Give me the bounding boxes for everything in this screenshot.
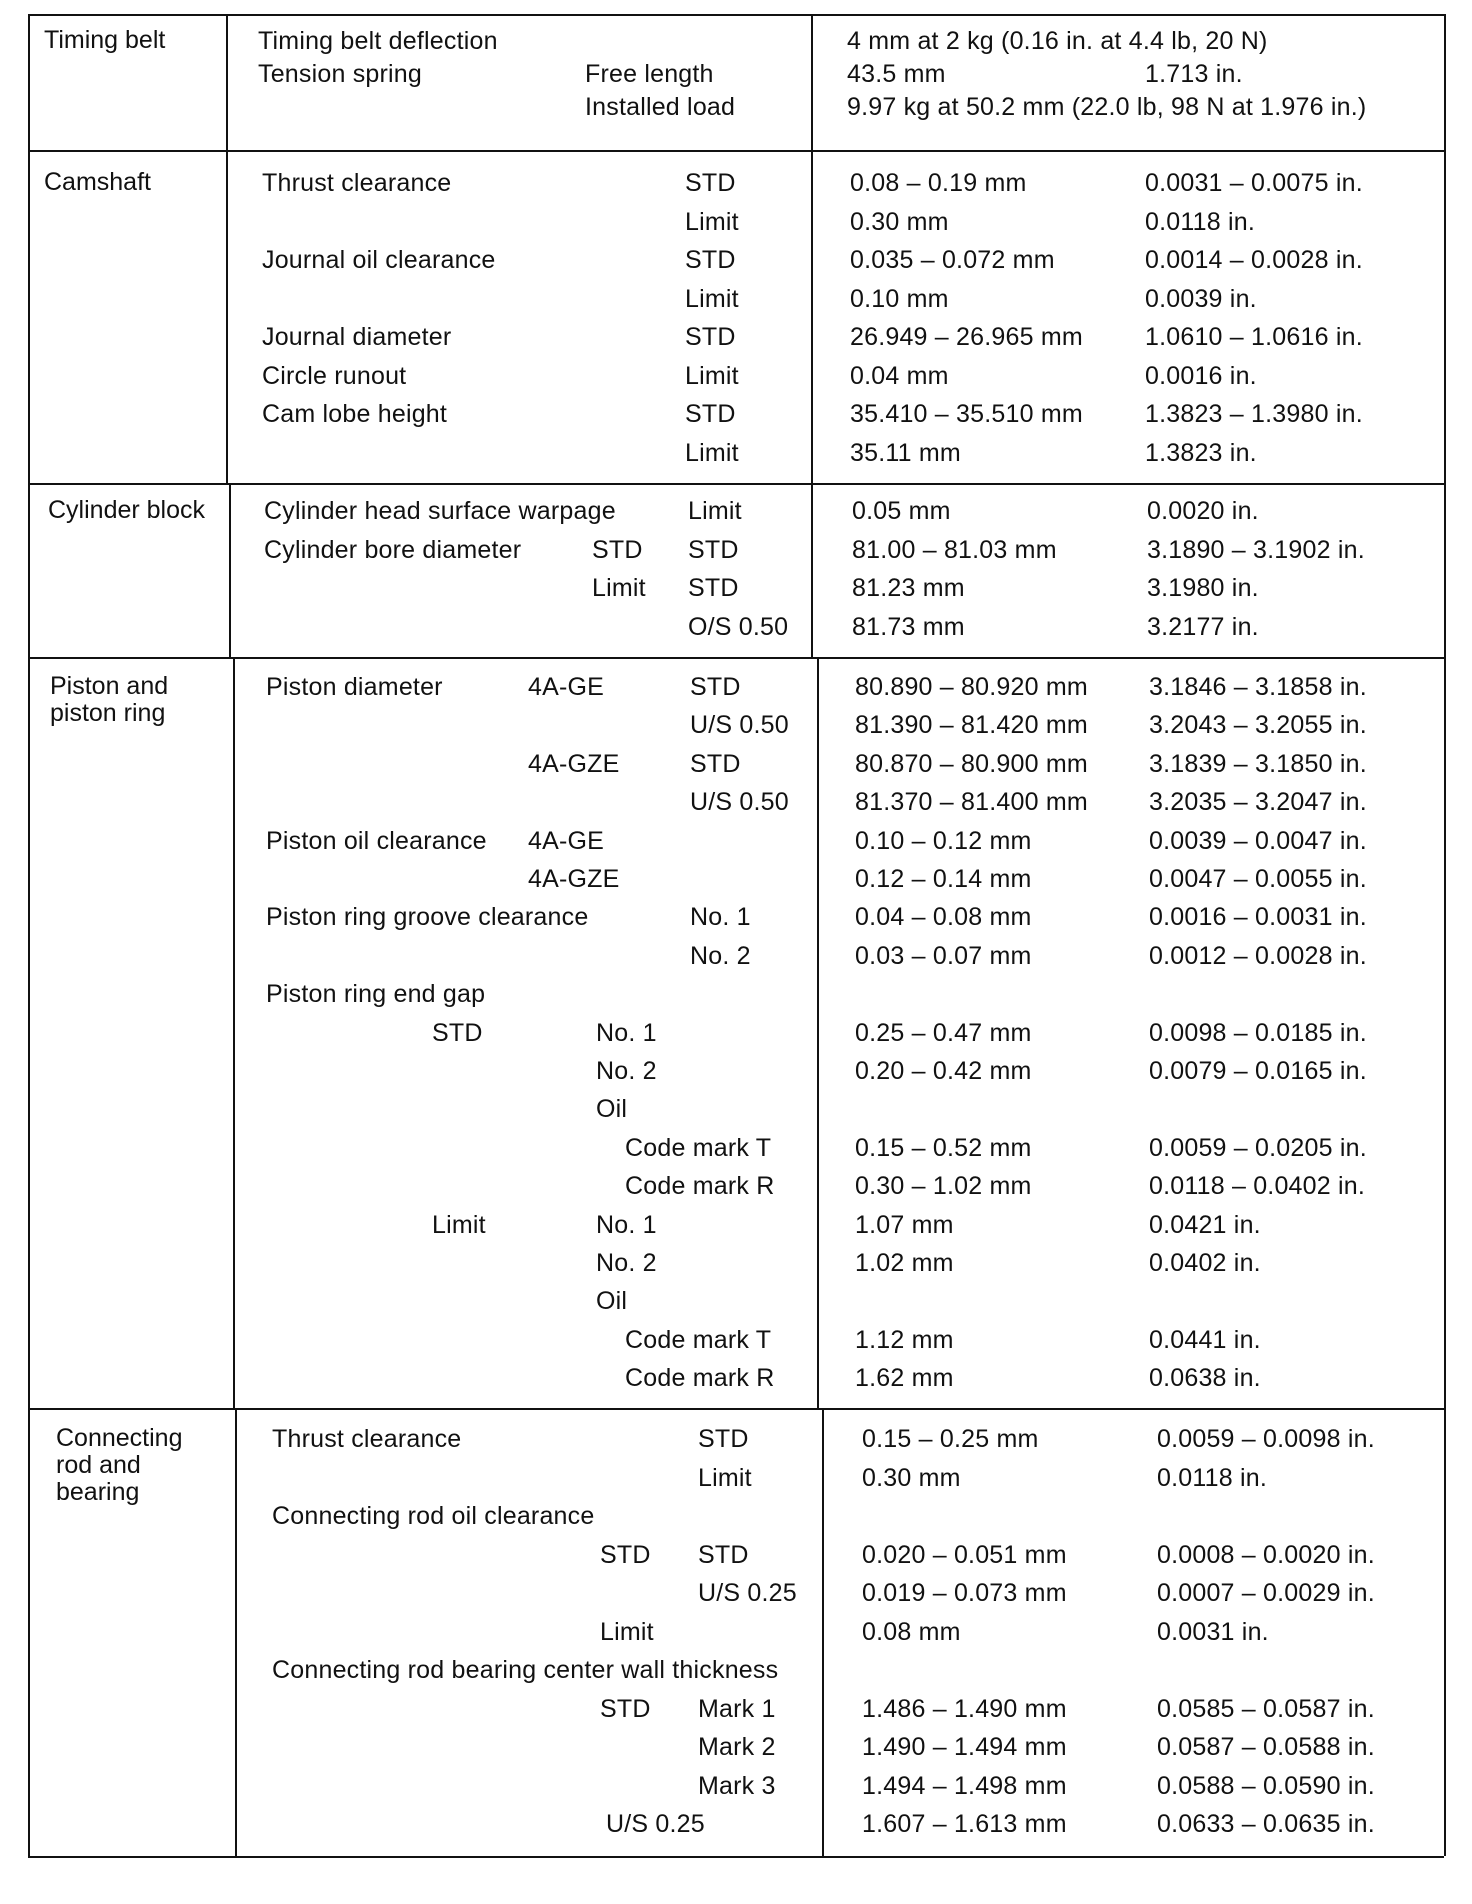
ring-label: Oil xyxy=(596,1095,628,1124)
value-metric: 0.20 – 0.42 mm xyxy=(855,1057,1032,1085)
value-metric: 0.04 – 0.08 mm xyxy=(855,903,1032,932)
value-metric: 1.486 – 1.490 mm xyxy=(862,1694,1067,1723)
value-imperial: 0.0014 – 0.0028 in. xyxy=(1145,246,1363,274)
value-metric: 0.15 – 0.52 mm xyxy=(855,1133,1032,1162)
value-imperial: 0.0020 in. xyxy=(1147,497,1259,525)
value-imperial: 0.0118 – 0.0402 in. xyxy=(1149,1172,1366,1201)
value-imperial: 0.0118 in. xyxy=(1157,1463,1267,1492)
spec-item: Piston oil clearance xyxy=(266,826,487,855)
column-rule xyxy=(226,150,228,483)
spec-subitem: Limit xyxy=(592,574,646,602)
spec-condition: O/S 0.50 xyxy=(688,612,789,641)
spec-condition: Limit xyxy=(685,284,739,313)
value-metric: 0.10 mm xyxy=(850,284,949,313)
value-imperial: 3.1890 – 3.1902 in. xyxy=(1147,535,1365,564)
spec-condition: No. 2 xyxy=(690,941,751,970)
value-metric: 81.73 mm xyxy=(852,612,965,641)
spec-subitem: Limit xyxy=(432,1210,486,1239)
ring-label: Oil xyxy=(596,1287,628,1316)
value-metric: 35.11 mm xyxy=(850,438,961,467)
value-imperial: 0.0059 – 0.0205 in. xyxy=(1149,1133,1367,1162)
value-imperial: 0.0098 – 0.0185 in. xyxy=(1149,1018,1367,1047)
code-mark: Code mark R xyxy=(625,1172,775,1201)
spec-condition: STD xyxy=(698,1540,749,1569)
spec-condition: No. 1 xyxy=(690,903,751,932)
row-rule xyxy=(28,1856,1444,1858)
spec-subitem: 4A-GZE xyxy=(528,865,620,893)
value-imperial: 0.0039 in. xyxy=(1145,284,1257,313)
row-rule xyxy=(28,483,1444,485)
spec-subitem: STD xyxy=(432,1018,483,1047)
value-metric: 0.25 – 0.47 mm xyxy=(855,1018,1032,1047)
value-metric: 35.410 – 35.510 mm xyxy=(850,400,1083,428)
code-mark: Code mark T xyxy=(625,1133,772,1162)
section-title: Cylinder block xyxy=(48,496,206,524)
spec-item: Thrust clearance xyxy=(262,169,452,197)
value-imperial: 0.0585 – 0.0587 in. xyxy=(1157,1694,1375,1723)
column-rule xyxy=(811,14,813,150)
section-title: Timing belt xyxy=(44,26,166,54)
value-metric: 81.23 mm xyxy=(852,574,965,602)
value-metric: 0.05 mm xyxy=(852,497,951,525)
spec-item: Piston ring end gap xyxy=(266,980,486,1009)
value-metric: 0.019 – 0.073 mm xyxy=(862,1579,1067,1607)
spec-condition: U/S 0.50 xyxy=(690,788,789,817)
value-imperial: 0.0118 in. xyxy=(1145,207,1255,236)
value-metric: 1.607 – 1.613 mm xyxy=(862,1810,1067,1838)
column-rule xyxy=(811,483,813,657)
spec-condition: STD xyxy=(688,574,739,602)
spec-condition: Limit xyxy=(698,1463,752,1492)
value-metric: 0.08 mm xyxy=(862,1617,961,1646)
column-rule xyxy=(226,14,228,150)
value-metric: 0.10 – 0.12 mm xyxy=(855,826,1032,855)
value-imperial: 0.0638 in. xyxy=(1149,1364,1261,1393)
spec-condition: STD xyxy=(685,400,736,428)
value-imperial: 0.0047 – 0.0055 in. xyxy=(1149,865,1367,893)
value-imperial: 0.0031 in. xyxy=(1157,1617,1269,1646)
column-rule xyxy=(229,483,231,657)
row-rule xyxy=(28,150,1444,152)
spec-subitem: 4A-GZE xyxy=(528,749,620,778)
value-imperial: 0.0012 – 0.0028 in. xyxy=(1149,941,1367,970)
column-rule xyxy=(1444,14,1446,1856)
spec-condition: Mark 1 xyxy=(698,1694,776,1723)
spec-item: Connecting rod oil clearance xyxy=(272,1502,595,1530)
value-imperial: 0.0633 – 0.0635 in. xyxy=(1157,1810,1375,1838)
value-metric: 0.12 – 0.14 mm xyxy=(855,865,1032,893)
section-title: Connecting rod and bearing xyxy=(56,1424,183,1506)
value-imperial: 0.0588 – 0.0590 in. xyxy=(1157,1771,1375,1800)
value-metric: 1.02 mm xyxy=(855,1249,954,1277)
spec-condition: STD xyxy=(690,749,741,778)
spec-condition: U/S 0.25 xyxy=(698,1579,797,1607)
value-metric: 81.00 – 81.03 mm xyxy=(852,535,1057,564)
spec-condition: STD xyxy=(690,673,741,701)
spec-item: Piston ring groove clearance xyxy=(266,903,589,932)
spec-subitem: STD xyxy=(600,1694,651,1723)
spec-subitem: Limit xyxy=(600,1617,654,1646)
value-metric: 0.03 – 0.07 mm xyxy=(855,941,1032,970)
spec-item: Cam lobe height xyxy=(262,400,448,428)
spec-item: Thrust clearance xyxy=(272,1425,462,1453)
spec-condition: STD xyxy=(688,535,739,564)
row-rule xyxy=(28,657,1444,659)
value-metric: 1.494 – 1.498 mm xyxy=(862,1771,1067,1800)
value-imperial: 0.0016 – 0.0031 in. xyxy=(1149,903,1367,932)
ring-label: No. 2 xyxy=(596,1057,657,1085)
value-imperial: 0.0008 – 0.0020 in. xyxy=(1157,1540,1375,1569)
section-title: Piston and piston ring xyxy=(50,672,169,727)
value-metric: 26.949 – 26.965 mm xyxy=(850,323,1083,351)
value-imperial: 0.0402 in. xyxy=(1149,1249,1261,1277)
ring-label: No. 1 xyxy=(596,1210,657,1239)
spec-item: Journal diameter xyxy=(262,323,452,351)
code-mark: Code mark T xyxy=(625,1325,772,1354)
spec-condition: Limit xyxy=(685,207,739,236)
value-metric: 0.08 – 0.19 mm xyxy=(850,169,1027,197)
spec-subitem: Installed load xyxy=(585,93,736,121)
column-rule xyxy=(822,1408,824,1856)
value-metric: 0.30 – 1.02 mm xyxy=(855,1172,1032,1201)
spec-item: Cylinder bore diameter xyxy=(264,535,522,564)
spec-item: Timing belt deflection xyxy=(258,27,498,55)
value-metric: 80.890 – 80.920 mm xyxy=(855,673,1088,701)
spec-condition: STD xyxy=(685,323,736,351)
value-imperial: 0.0421 in. xyxy=(1149,1210,1261,1239)
value-metric: 0.04 mm xyxy=(850,361,949,390)
spec-item: Circle runout xyxy=(262,361,407,390)
ring-label: No. 1 xyxy=(596,1018,657,1047)
spec-condition: Limit xyxy=(685,438,739,467)
value-imperial: 1.0610 – 1.0616 in. xyxy=(1145,323,1363,351)
spec-condition: Limit xyxy=(685,361,739,390)
value-imperial: 0.0587 – 0.0588 in. xyxy=(1157,1733,1375,1761)
value-metric: 0.035 – 0.072 mm xyxy=(850,246,1055,274)
value-metric: 1.07 mm xyxy=(855,1210,954,1239)
spec-subitem: STD xyxy=(592,535,643,564)
value-metric: 0.020 – 0.051 mm xyxy=(862,1540,1067,1569)
value-imperial: 0.0039 – 0.0047 in. xyxy=(1149,826,1367,855)
value-metric: 43.5 mm xyxy=(847,60,946,88)
spec-condition: U/S 0.50 xyxy=(690,711,789,740)
column-rule xyxy=(811,150,813,483)
value-metric: 1.12 mm xyxy=(855,1325,954,1354)
row-rule xyxy=(28,14,1444,16)
value-metric: 80.870 – 80.900 mm xyxy=(855,749,1088,778)
column-rule xyxy=(28,14,30,1856)
value-imperial: 0.0031 – 0.0075 in. xyxy=(1145,169,1363,197)
value-metric: 81.390 – 81.420 mm xyxy=(855,711,1088,740)
value-metric: 9.97 kg at 50.2 mm (22.0 lb, 98 N at 1.976 in.) xyxy=(847,93,1367,121)
value-metric: 0.30 mm xyxy=(862,1463,961,1492)
value-imperial: 1.3823 – 1.3980 in. xyxy=(1145,400,1363,428)
value-imperial: 3.1846 – 3.1858 in. xyxy=(1149,673,1367,701)
spec-item: Piston diameter xyxy=(266,673,443,701)
spec-condition: STD xyxy=(685,169,736,197)
row-rule xyxy=(28,1408,1444,1410)
column-rule xyxy=(817,657,819,1408)
value-imperial: 1.3823 in. xyxy=(1145,438,1257,467)
spec-item: Cylinder head surface warpage xyxy=(264,497,616,525)
value-metric: 0.15 – 0.25 mm xyxy=(862,1425,1039,1453)
section-title: Camshaft xyxy=(44,168,151,196)
value-imperial: 0.0079 – 0.0165 in. xyxy=(1149,1057,1367,1085)
value-imperial: 0.0441 in. xyxy=(1149,1325,1261,1354)
spec-subitem: Free length xyxy=(585,60,714,88)
value-imperial: 3.2043 – 3.2055 in. xyxy=(1149,711,1367,740)
ring-label: No. 2 xyxy=(596,1249,657,1277)
value-imperial: 3.1980 in. xyxy=(1147,574,1259,602)
value-imperial: 3.2035 – 3.2047 in. xyxy=(1149,788,1367,817)
value-imperial: 3.2177 in. xyxy=(1147,612,1259,641)
value-metric: 81.370 – 81.400 mm xyxy=(855,788,1088,817)
spec-item: Tension spring xyxy=(258,60,423,88)
spec-condition: Mark 3 xyxy=(698,1771,776,1800)
code-mark: Code mark R xyxy=(625,1364,775,1393)
spec-subitem: 4A-GE xyxy=(528,826,605,855)
value-metric: 4 mm at 2 kg (0.16 in. at 4.4 lb, 20 N) xyxy=(847,27,1268,55)
value-metric: 0.30 mm xyxy=(850,207,949,236)
spec-condition: Limit xyxy=(688,497,742,525)
value-metric: 1.62 mm xyxy=(855,1364,954,1393)
column-rule xyxy=(233,657,235,1408)
spec-condition: Mark 2 xyxy=(698,1733,776,1761)
spec-item: Journal oil clearance xyxy=(262,246,496,274)
column-rule xyxy=(235,1408,237,1856)
spec-item: Connecting rod bearing center wall thickness xyxy=(272,1656,779,1684)
value-imperial: 0.0007 – 0.0029 in. xyxy=(1157,1579,1375,1607)
spec-condition: STD xyxy=(685,246,736,274)
spec-subitem: 4A-GE xyxy=(528,673,605,701)
value-imperial: 3.1839 – 3.1850 in. xyxy=(1149,749,1367,778)
value-imperial: 0.0059 – 0.0098 in. xyxy=(1157,1425,1375,1453)
spec-subitem: STD xyxy=(600,1540,651,1569)
value-imperial: 0.0016 in. xyxy=(1145,361,1257,390)
value-metric: 1.490 – 1.494 mm xyxy=(862,1733,1067,1761)
spec-condition: STD xyxy=(698,1425,749,1453)
spec-subitem: U/S 0.25 xyxy=(606,1810,705,1838)
value-imperial: 1.713 in. xyxy=(1145,60,1243,88)
